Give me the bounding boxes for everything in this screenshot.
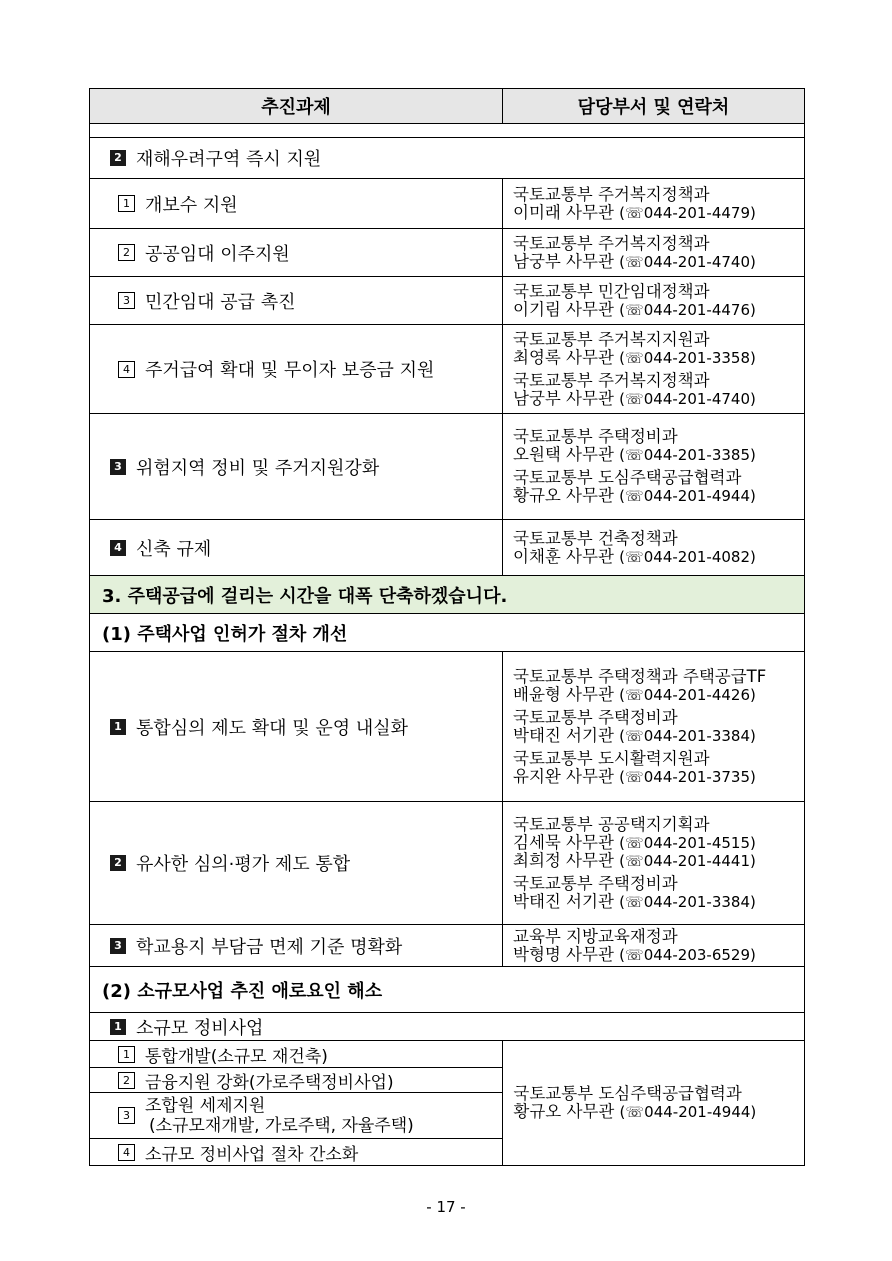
table-row: [89, 802, 805, 925]
filled-number-icon: 2: [110, 855, 126, 871]
task-title: 통합개발(소규모 재건축): [145, 1046, 328, 1067]
table-row: [89, 520, 805, 576]
phone: (☏044-201-4426): [619, 685, 756, 704]
section-title: 재해우려구역 즉시 지원: [136, 149, 322, 170]
header-task: 추진과제: [90, 89, 503, 123]
phone: (☏044-201-4944): [619, 487, 756, 505]
person: 황규오 사무관: [513, 1102, 615, 1121]
page-number: - 17 -: [426, 1198, 466, 1216]
phone: (☏044-201-3385): [619, 446, 756, 464]
phone: (☏044-201-4944): [619, 1103, 757, 1121]
phone: (☏044-201-3384): [619, 726, 756, 745]
person: 배윤형 사무관: [513, 684, 614, 704]
task-title: 유사한 심의·평가 제도 통합: [136, 854, 351, 875]
person: 남궁부 사무관: [513, 388, 614, 408]
boxed-number-icon: 2: [118, 1072, 135, 1089]
dept: 국토교통부 주거복지정책과: [513, 370, 710, 390]
list-item: [90, 1093, 502, 1139]
boxed-number-icon: 3: [118, 292, 135, 309]
person: 이미래 사무관: [513, 202, 614, 222]
boxed-number-icon: 4: [118, 1144, 135, 1161]
table-row: [89, 277, 805, 325]
task-subtitle: (소규모재개발, 가로주택, 자율주택): [149, 1115, 414, 1136]
task-title: 학교용지 부담금 면제 기준 명확화: [136, 936, 403, 958]
phone: (☏044-201-3384): [619, 892, 756, 911]
merged-rows: [89, 1041, 805, 1166]
spacer-row: [89, 124, 805, 138]
task-title: 소규모 정비사업 절차 간소화: [145, 1144, 359, 1165]
person: 최희정 사무관: [513, 850, 614, 870]
phone: (☏044-201-4082): [619, 547, 756, 566]
contact-cell: [503, 325, 804, 413]
phone: (☏044-201-4479): [619, 203, 756, 222]
contact-cell: [503, 229, 804, 276]
contact-table: [89, 88, 805, 1166]
person: 김세묵 사무관: [513, 832, 614, 852]
phone: (☏044-201-4740): [619, 252, 756, 271]
table-row: [89, 925, 805, 967]
list-item: [90, 1041, 502, 1068]
dept: 교육부 지방교육재정과: [513, 926, 678, 946]
phone: (☏044-201-4476): [619, 300, 756, 319]
list-item: [90, 1068, 502, 1093]
section-title: 소규모 정비사업: [136, 1017, 264, 1039]
task-title: 위험지역 정비 및 주거지원강화: [136, 457, 380, 479]
phone: (☏044-201-4515): [619, 833, 756, 852]
task-title: 신축 규제: [136, 538, 212, 560]
table-row: [89, 229, 805, 277]
dept: 국토교통부 주택정비과: [513, 873, 678, 893]
dept: 국토교통부 주거복지정책과: [513, 184, 710, 204]
subsection-heading: (1) 주택사업 인허가 절차 개선: [89, 614, 805, 652]
person: 남궁부 사무관: [513, 251, 614, 271]
task-title: 조합원 세제지원: [145, 1095, 266, 1116]
person: 최영록 사무관: [513, 347, 614, 367]
task-title: 주거급여 확대 및 무이자 보증금 지원: [145, 360, 435, 381]
subsection-heading: (2) 소규모사업 추진 애로요인 해소: [89, 967, 805, 1013]
header-contact: 담당부서 및 연락처: [577, 97, 730, 118]
task-title: 금융지원 강화(가로주택정비사업): [145, 1072, 394, 1093]
contact-cell: [503, 277, 804, 324]
filled-number-icon: 3: [110, 459, 126, 475]
dept: 국토교통부 주택정비과: [513, 427, 678, 446]
dept: 국토교통부 도심주택공급협력과: [513, 1084, 742, 1103]
table-row: [89, 179, 805, 229]
contact-cell: [503, 520, 804, 575]
person: 이채훈 사무관: [513, 546, 614, 566]
dept: 국토교통부 주택정비과: [513, 707, 678, 727]
dept: 국토교통부 건축정책과: [513, 528, 678, 548]
dept: 국토교통부 주거복지정책과: [513, 233, 710, 253]
person: 박태진 서기관: [513, 891, 614, 911]
contact-cell: [503, 179, 804, 228]
contact-cell: [503, 802, 804, 924]
person: 오원택 사무관: [513, 445, 614, 464]
boxed-number-icon: 1: [118, 1046, 135, 1063]
person: 박태진 서기관: [513, 725, 614, 745]
contact-cell: [503, 925, 804, 966]
phone: (☏044-203-6529): [619, 945, 756, 964]
task-title: 통합심의 제도 확대 및 운영 내실화: [136, 717, 409, 739]
table-header: [89, 88, 805, 124]
dept: 국토교통부 민간임대정책과: [513, 281, 710, 301]
section-row: [89, 138, 805, 179]
person: 박형명 사무관: [513, 944, 614, 964]
phone: (☏044-201-3358): [619, 348, 756, 367]
dept: 국토교통부 주거복지지원과: [513, 329, 710, 349]
task-title: 민간임대 공급 촉진: [145, 291, 296, 313]
filled-number-icon: 2: [110, 150, 126, 166]
phone: (☏044-201-4441): [619, 851, 756, 870]
person: 이기림 사무관: [513, 299, 614, 319]
boxed-number-icon: 1: [118, 195, 135, 212]
dept: 국토교통부 공공택지기획과: [513, 814, 710, 834]
person: 유지완 사무관: [513, 766, 614, 786]
filled-number-icon: 4: [110, 540, 126, 556]
dept: 국토교통부 도심주택공급협력과: [513, 468, 742, 487]
contact-cell: [503, 414, 804, 519]
table-row: [89, 325, 805, 414]
phone: (☏044-201-3735): [619, 767, 756, 786]
boxed-number-icon: 3: [118, 1107, 135, 1124]
section-heading: 3. 주택공급에 걸리는 시간을 대폭 단축하겠습니다.: [89, 576, 805, 614]
person: 황규오 사무관: [513, 486, 614, 505]
boxed-number-icon: 2: [118, 244, 135, 261]
table-row: [89, 414, 805, 520]
dept: 국토교통부 주택정책과 주택공급TF: [513, 666, 767, 686]
filled-number-icon: 1: [110, 719, 126, 735]
task-title: 개보수 지원: [145, 194, 238, 216]
filled-number-icon: 1: [110, 1019, 126, 1035]
contact-cell: [503, 1041, 804, 1165]
dept: 국토교통부 도시활력지원과: [513, 748, 710, 768]
table-row: [89, 652, 805, 802]
filled-number-icon: 3: [110, 938, 126, 954]
section-row: [89, 1013, 805, 1041]
list-item: [90, 1139, 502, 1165]
boxed-number-icon: 4: [118, 361, 135, 378]
phone: (☏044-201-4740): [619, 389, 756, 408]
task-title: 공공임대 이주지원: [145, 243, 290, 265]
contact-cell: [503, 652, 804, 801]
